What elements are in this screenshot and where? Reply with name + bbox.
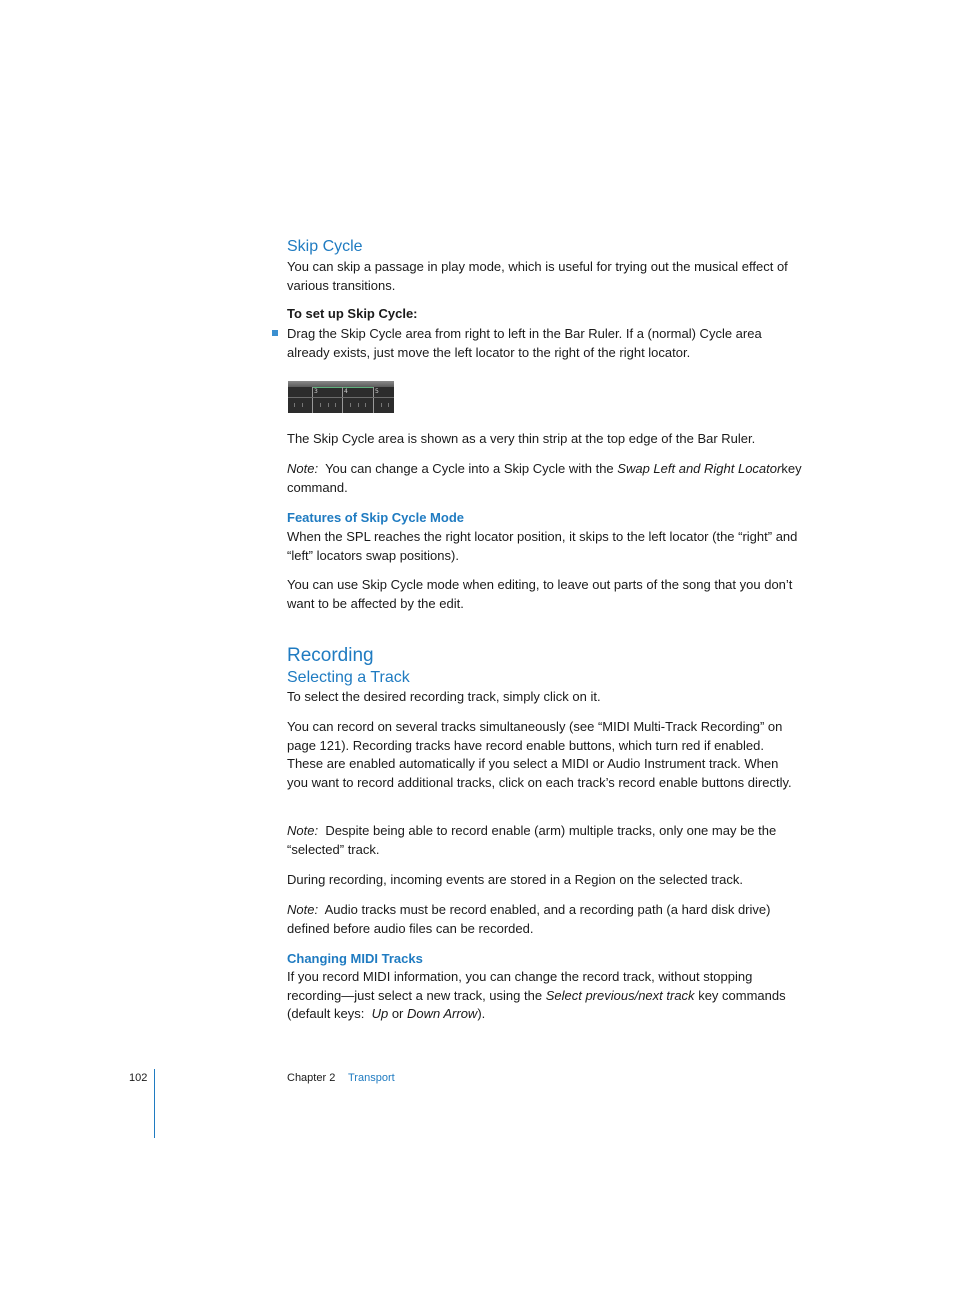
note-text: You can change a Cycle into a Skip Cycle with the — [325, 461, 614, 476]
note-label: Note: — [287, 823, 319, 838]
bullet-marker — [272, 330, 278, 336]
text-run: If you record MIDI information, you can change the record track, without stopping recording—just select a new track, using the — [287, 969, 753, 1003]
key-name: Down Arrow — [407, 1006, 478, 1022]
note-text: Audio tracks must be record enabled, and a recording path (a hard disk drive) defined before audio files can be recorded. — [287, 902, 771, 936]
bar-ruler-screenshot — [288, 381, 394, 413]
features-paragraph-1: When the SPL reaches the right locator position, it skips to the left locator (the “right” and “left” locators swap positions). — [287, 529, 798, 563]
skip-cycle-area — [312, 387, 374, 393]
note-swap-locators — [287, 460, 802, 497]
note-text-end: key command. — [287, 461, 802, 495]
subheading-changing-midi-tracks: Changing MIDI Tracks — [287, 951, 423, 966]
note-label: Note: — [287, 902, 319, 917]
recording-paragraph-1: To select the desired recording track, simply click on it. — [287, 689, 601, 704]
footer-divider — [154, 1069, 155, 1138]
locator-line — [312, 387, 313, 413]
features-paragraph-2: You can use Skip Cycle mode when editing, to leave out parts of the song that you don’t want to be affected by the edit. — [287, 577, 793, 611]
note-label: Note: — [287, 461, 319, 476]
key-name: Up — [371, 1006, 389, 1022]
ruler-tick — [358, 403, 359, 407]
ruler-tick — [294, 403, 295, 407]
ruler-bar-number: 5 — [375, 388, 379, 395]
text-run: or — [391, 1006, 404, 1022]
ruler-caption: The Skip Cycle area is shown as a very thin strip at the top edge of the Bar Ruler. — [287, 431, 756, 446]
page-number: 102 — [129, 1072, 148, 1084]
ruler-bar-number: 4 — [344, 388, 348, 395]
ruler-tick — [381, 403, 382, 407]
footer-chapter: Chapter 2 — [287, 1072, 336, 1084]
skip-cycle-intro: You can skip a passage in play mode, which is useful for trying out the musical effect of various transitions. — [287, 259, 788, 293]
note-text: Despite being able to record enable (arm) multiple tracks, only one may be the “selected” track. — [287, 823, 777, 857]
ruler-tick — [388, 403, 389, 407]
text-run: key commands (default keys: — [287, 987, 786, 1022]
ruler-tick — [320, 403, 321, 407]
skip-cycle-step: Drag the Skip Cycle area from right to left in the Bar Ruler. If a (normal) Cycle area already exists, just move the left locator to the right of the right locator. — [287, 326, 762, 360]
note-audio-tracks — [287, 901, 802, 938]
recording-paragraph-2: You can record on several tracks simultaneously (see “MIDI Multi-Track Recording” on page 121). Recording tracks have record enable buttons, which turn red if enabled. These are enabled automatically if you select a MIDI or Audio Instrument track. When you want to record additional tracks, click on each track’s record enable buttons directly. — [287, 719, 792, 791]
subheading-features: Features of Skip Cycle Mode — [287, 510, 464, 525]
note-command: Swap Left and Right Locator — [617, 461, 782, 476]
changing-midi-paragraph — [287, 968, 802, 1024]
ruler-bar-number: 3 — [314, 388, 318, 395]
task-label: To set up Skip Cycle: — [287, 306, 418, 321]
chapter-section-heading-recording: Recording — [287, 645, 374, 666]
locator-line — [342, 387, 343, 413]
ruler-tick — [365, 403, 366, 407]
ruler-tick — [335, 403, 336, 407]
section-heading-skip-cycle: Skip Cycle — [287, 238, 363, 255]
command-name: Select previous/next track — [545, 987, 695, 1003]
ruler-tick — [302, 403, 303, 407]
ruler-tick — [350, 403, 351, 407]
recording-paragraph-3: During recording, incoming events are stored in a Region on the selected track. — [287, 872, 743, 887]
note-selected-track — [287, 822, 802, 859]
locator-line — [373, 387, 374, 413]
text-run: ). — [477, 1006, 486, 1022]
section-heading-selecting-track: Selecting a Track — [287, 669, 410, 686]
ruler-divider — [288, 397, 394, 398]
ruler-tick — [328, 403, 329, 407]
footer-chapter-title[interactable]: Transport — [348, 1072, 395, 1084]
